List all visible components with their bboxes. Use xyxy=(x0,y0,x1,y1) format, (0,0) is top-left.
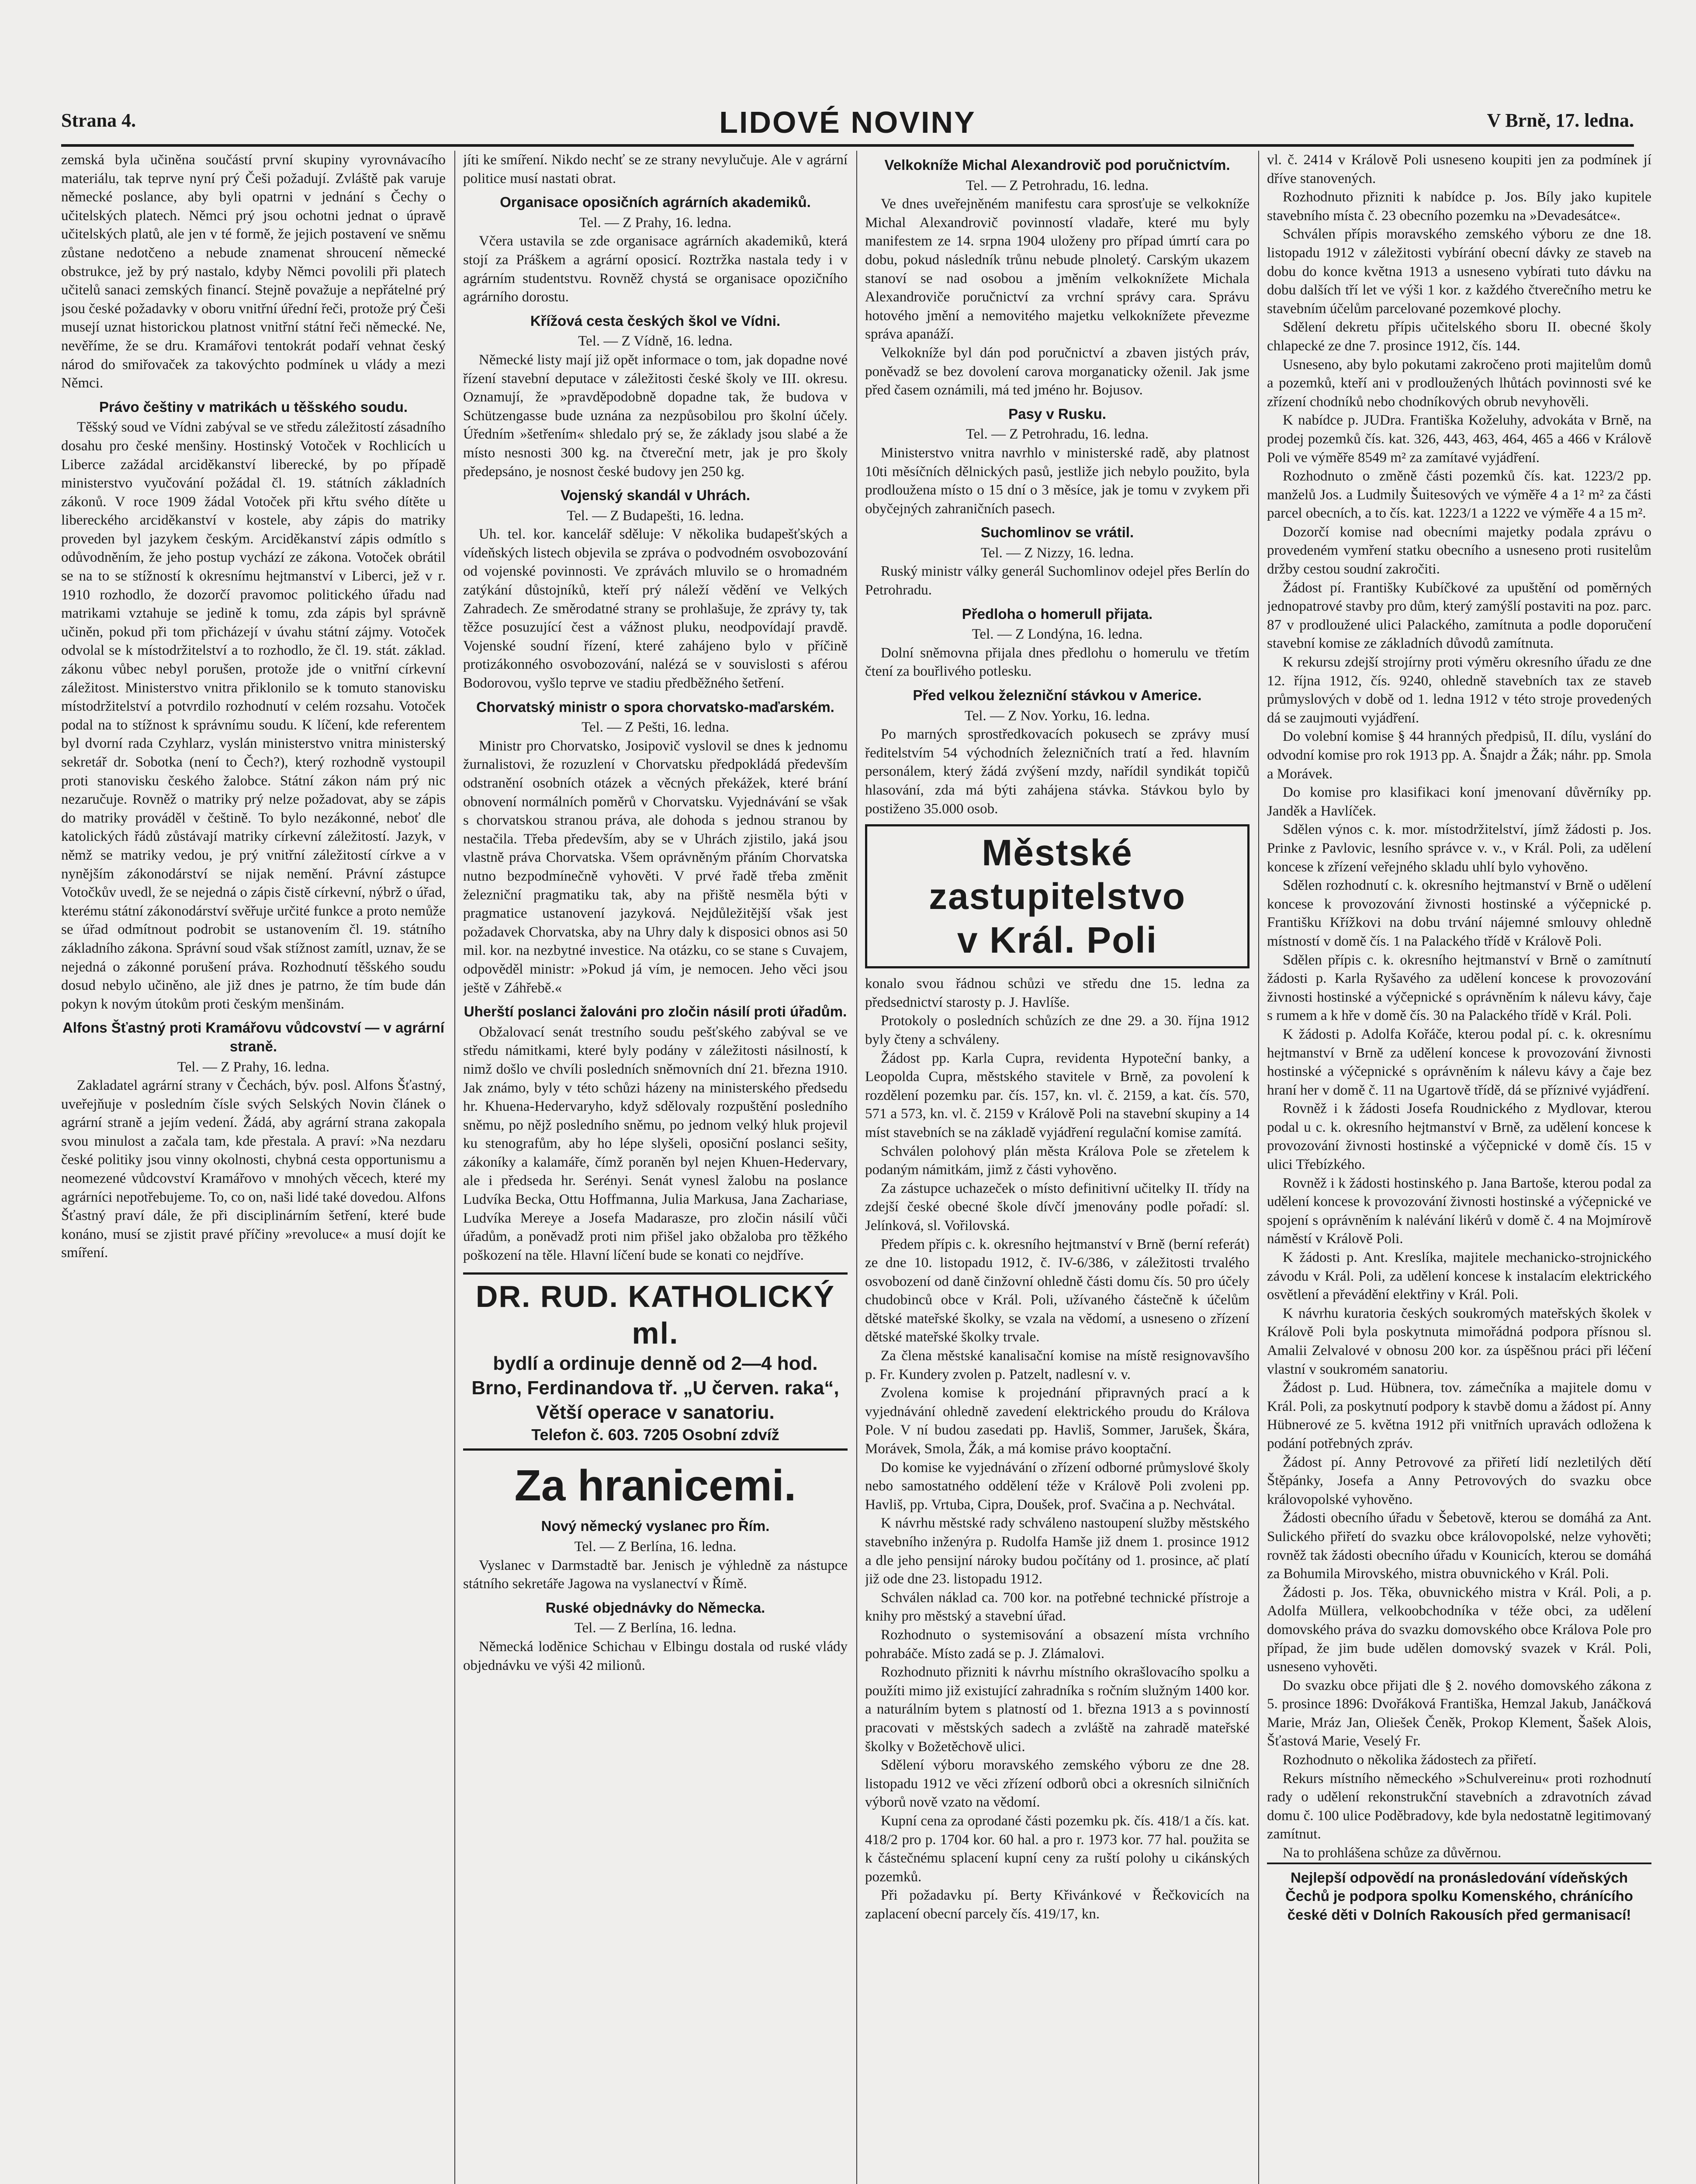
dateline: Tel. — Z Nizzy, 16. ledna. xyxy=(980,545,1134,561)
article-paragraph: Při požadavku pí. Berty Křivánkové v Řečkovicích na zaplacení obecní parcely čís. 419/17, kn. xyxy=(865,1887,1250,1922)
column-divider xyxy=(856,151,857,2184)
article-paragraph: Ministr pro Chorvatsko, Josipovič vyslovil se dnes k jednomu žurnalistovi, že rozuzlení v Chorvatsku předpokládá především odstranění osobních otázek a věcných překážek, které brání obnovení normálních poměrů v Chorvatsku. Vyjednávání se však s chorvatskou stranou práva, ale dohoda s jednou stranou by nestačila. Třeba především, aby se v Uhrách zjistilo, jaká jsou vlastně práva Chorvatska. Všem oprávněným přáním Chorvatska nutno bezpodmínečně vyhověti. V prvé řadě třeba změnit železniční pragmatiku tak, aby na přiště nesměla býti v pragmatice ustanovení jazyková. Nejdůležitější však jest požadavek Chorvatska, aby na Uhry daly k disposici obnos asi 50 mil. kor. na nezbytné investice. Na otázku, co se stane s Cuvajem, odpověděl ministr: »Pokud já vím, je nemocen. Jeho věci jsou ještě v Záhřebě.« xyxy=(463,738,848,996)
article-paragraph: Německá loděnice Schichau v Elbingu dostala od ruské vlády objednávku ve výši 42 milionů. xyxy=(463,1639,848,1673)
advertisement xyxy=(463,1272,848,1451)
article-paragraph: Rozhodnuto přizniti k nabídce p. Jos. Bíly jako kupitele stavebního místa č. 23 obecního pozemku na »Devadesátce«. xyxy=(1267,189,1651,224)
article-paragraph: Rovněž i k žádosti Josefa Roudnického z Mydlovar, kterou podal u c. k. okresního hejtmanství v Brně, za udělení koncese k provozování živnosti hostinské a výčepnické v domě čís. 15 v ulici Třebízkého. xyxy=(1267,1101,1651,1173)
article-paragraph: Těšský soud ve Vídni zabýval se ve středu záležitostí zásadního dosahu pro české menšiny. Hostinský Votoček v Rochlicích u Liberce zažádal arciděkanství liberecké, by po případě ministerstvo vyučování požádal čl. 19. státních základních zákonů. V roce 1909 žádal Votoček při křtu svého dítěte u libereckého arciděkanství v kostele, aby zápis do matriky proveden byl jazykem českým. Arciděkanství zápis odmítlo s odůvodněním, že jeho postup vychází ze zákona. Votoček obrátil se na to se stížností k okresnímu hejtmanství v Liberci, jež v r. 1910 rozhodlo, že dozorčí pravomoc politického úřadu nad matrikami vztahuje se jedině k tomu, zda zápis byl správně učiněn, pokud při tom přicházejí v úvahu státní zájmy. Votoček odvolal se k místodržitelství a to rozhodlo, že čl. 19. stát. základ. zákonu vůbec nebyl porušen, protože jde o vnitřní církevní záležitost. Ministerstvo vnitra přiklonilo se k tomuto stanovisku místodržitelství a potvrdilo rozhodnutí v celém rozsahu. Votoček podal na to stížnost k správnímu soudu. K líčení, kde referentem byl dvorní rada Czyhlarz, vyslán ministerstvo vnitra ministerský sekretář dr. Sobotka (není to Čech?), který rozhodně vystoupil proti stanovisku českého žalobce. Státní zákon nám prý nic nezaručuje. Rovněž o matriky prý nelze požadovat, aby se zápis do matriky prováděl v češtině. To bylo nezákonné, neboť dle katolických řádů zůstávají matriky církevní záležitostí. Jazyk, v němž se matriky vedou, je prý vnitřní záležitostí církve a v nynějším zákonodárství se nijak nemění. Právní zástupce Votočkův uvedl, že se nejedná o zápis čistě církevní, nýbrž o úřad, kterému státní zákonodárství svěřuje určité funkce a proto nemůže se úřad odmítnout podrobit se ustanovením čl. 19. státního základního zákona. Správní soud však stížnost zamítl, uznav, že se nejedná o zákonné porušení práva. Rozhodnutí těšského soudu dosud nebylo učiněno, ale již dnes je patrno, že tím bude dán pokyn k novým útokům proti českým menšinám. xyxy=(61,419,446,1012)
article-paragraph: Schválen polohový plán města Králova Pole se zřetelem k podaným námitkám, jimž z části vyhověno. xyxy=(865,1143,1250,1178)
article-paragraph: K návrhu městské rady schváleno nastoupení služby městského stavebního inženýra p. Rudolfa Hamše již dnem 1. prosince 1912 a dle jeho pensijní nároky budou počítány od 1. prosince, ač platí již ode dne 23. listopadu 1912. xyxy=(865,1515,1250,1587)
article-paragraph: K nabídce p. JUDra. Františka Koželuhy, advokáta v Brně, na prodej pozemků čís. kat. 326, 443, 463, 464, 465 a 466 v Králově Poli ve výměře 8549 m² za zamítavé vyjádření. xyxy=(1267,412,1651,466)
page-number: Strana 4. xyxy=(61,110,136,131)
dateline: Tel. — Z Petrohradu, 16. ledna. xyxy=(966,426,1149,442)
article-paragraph: Německé listy mají již opět informace o tom, jak dopadne nové řízení stavební deputace v záležitosti české školy ve III. okresu. Oznamují, že »pravděpodobně dopadne tak, že budova v Schützengasse bude uznána za nezpůsobilou pro školní účely. Úředním »šetřením« shledalo prý se, že základy jsou slabé a že místo nesnosti 300 kg. na čtvereční metr, jak je pro školy předepsáno, je nosnost české budovy jen 250 kg. xyxy=(463,352,848,480)
article-paragraph: Do komise ke vyjednávání o zřízení odborné průmyslové školy nebo samostatného oddělení téže v Králově Poli zvoleni pp. Havliš, pp. Vrtuba, Cipra, Doušek, prof. Svačina a p. Nechvátal. xyxy=(865,1459,1250,1513)
article-paragraph: Žádosti p. Jos. Těka, obuvnického mistra v Král. Poli, a p. Adolfa Müllera, velkoobchodníka v téže obci, za udělení domovského práva do svazku domovského obce Králova Pole pro případ, že jim bude udělen domovský svazek v Král. Poli, usneseno vyhověti. xyxy=(1267,1584,1651,1675)
article-paragraph: Sdělení dekretu přípis učitelského sboru II. obecné školy chlapecké ze dne 7. prosince 1912, čís. 144. xyxy=(1267,319,1651,354)
article-paragraph: Předem přípis c. k. okresního hejtmanství v Brně (berní referát) ze dne 10. listopadu 1912, č. IV-6/386, v záležitosti trvalého osvobození od daně činžovní ohledně části domu čís. 50 pro účely chudobinců obce v Král. Poli, užívaného částečně k účelům dětské mateřské školky, se vzala na vědomí, a usneseno o zřízení dětské mateřské školky trvale. xyxy=(865,1236,1250,1345)
article-paragraph: Usneseno, aby bylo pokutami zakročeno proti majitelům domů a pozemků, kteří ani v prodloužených lhůtách povinnosti své ke zřízení chodníků nebo chodníkových obrub nevyhověli. xyxy=(1267,356,1651,410)
article-paragraph: Velkokníže byl dán pod poručnictví a zbaven jistých práv, poněvadž se bez dovolení carova morganaticky oženil. Jak jsme před časem oznámili, má ted jméno hr. Bojusov. xyxy=(865,345,1250,398)
article-headline: Velkokníže Michal Alexandrovič pod poručnictvím. xyxy=(884,157,1230,173)
banner-line-1: Městské zastupitelstvo xyxy=(928,832,1186,917)
article-headline: Právo češtiny v matrikách u těšského soudu. xyxy=(99,398,408,415)
article-paragraph: vl. č. 2414 v Králově Poli usneseno koupiti jen za podmínek jí dříve stanovených. xyxy=(1267,152,1651,187)
article-paragraph: Rekurs místního německého »Schulvereinu« proti rozhodnutí rady o udělení rekonstrukční stavebních a zdravotních závad domu č. 100 ulice Poděbradovy, kde byla nedostatně legitimovaný zamítnut. xyxy=(1267,1770,1651,1842)
article-paragraph: Sdělen přípis c. k. okresního hejtmanství v Brně o zamítnutí žádosti p. Karla Ryšavého za udělení koncese k provozování živnosti hostinské a výčepnické s oprávněním k nálevu kávy, čaje s rumem a k hře v domě čís. 30 na Palackého třídě v Král. Poli. xyxy=(1267,952,1651,1024)
article-paragraph: Ruský ministr války generál Suchomlinov odejel přes Berlín do Petrohradu. xyxy=(865,563,1250,598)
article-paragraph: Vyslanec v Darmstadtě bar. Jenisch je výhledně za nástupce státního sekretáře Jagowa na vyslanectví v Římě. xyxy=(463,1557,848,1592)
article-headline: Křížová cesta českých škol ve Vídni. xyxy=(530,312,781,329)
banner-line-2: v Král. Poli xyxy=(957,919,1158,961)
ad-hours: bydlí a ordinuje denně od 2—4 hod. xyxy=(493,1353,818,1375)
article-paragraph: K rekursu zdejší strojírny proti výměru okresního úřadu ze dne 12. října 1912, čís. 9240, ohledně stavebních tax ze staveb průmyslových v době od 1. ledna 1912 v této stroje provedených dá se zaujmouti vyjádření. xyxy=(1267,654,1651,726)
article-paragraph: Za člena městské kanalisační komise na místě resignovavšího p. Fr. Kundery zvolen p. Patzelt, nadlesní v. v. xyxy=(865,1348,1250,1382)
article-paragraph: Žádost pí. Františky Kubíčkové za upuštění od poměrných jednopatrové stavby pro dům, který zamýšlí postaviti na poz. parc. 87 v prodloužené ulici Palackého, zamítnuta a podle doporučení stavební komise ze základních důvodů zamítnuta. xyxy=(1267,580,1651,652)
article-paragraph: Po marných sprostředkovacích pokusech se zprávy musí ředitelstvím 54 východních železničních tratí a řed. hlavním personálem, který žádá zvýšení mzdy, nařídil syndikát topičů hlasování, zda má býti zahájena stávka. Stávkou bylo by postiženo 35.000 osob. xyxy=(865,726,1250,817)
section-heading: Za hranicemi. xyxy=(514,1461,796,1510)
dateline: Tel. — Z Petrohradu, 16. ledna. xyxy=(966,177,1149,194)
article-paragraph: Rozhodnuto přizniti k návrhu místního okrašlovacího spolku a použíti mimo již existující zahradníka s ročním služným 1400 kor. a naturálním bytem s platností od 1. března 1913 a s povinností pracovati v městských sadech a zvláště na zahradě mateřské školky v Božetěchově ulici. xyxy=(865,1664,1250,1755)
article-paragraph: Schválen náklad ca. 700 kor. na potřebné technické přístroje a knihy pro městský a stavební úřad. xyxy=(865,1590,1250,1624)
ad-address: Brno, Ferdinandova tř. „U červen. raka“, xyxy=(471,1377,839,1399)
column-4 xyxy=(1267,151,1651,2184)
article-paragraph: Včera ustavila se zde organisace agrárních akademiků, která stojí za Práškem a agrární oposicí. Roztržka nastala tedy i v agrárním studentstvu. Rovněž chystá se organisace opozičního agrárního dorostu. xyxy=(463,233,848,305)
article-paragraph: Do volební komise § 44 hranných předpisů, II. dílu, vyslání do odvodní komise pro rok 1913 pp. A. Šnajdr a Žák; náhr. pp. Smola a Morávek. xyxy=(1267,729,1651,782)
article-headline: Předloha o homerull přijata. xyxy=(962,605,1153,622)
article-paragraph: Schválen přípis moravského zemského výboru ze dne 18. listopadu 1912 v záležitosti vybírání obecní dávky ze staveb na dobu do konce května 1913 a usneseno vybírati tuto dávku na dobu dalších tří let ve výši 1 kor. z každého čtverečního metru ke stavebním účelům parcelované pozemkové plochy. xyxy=(1267,226,1651,317)
issue-date: V Brně, 17. ledna. xyxy=(1487,110,1634,131)
article-paragraph: Za zástupce uchazeček o místo definitivní učitelky II. třídy na zdejší české obecné škole dívčí jmenovány podle pořadí: sl. Jelínková, sl. Vořilovská. xyxy=(865,1180,1250,1234)
article-paragraph: K žádosti p. Ant. Kreslíka, majitele mechanicko-strojnického závodu v Král. Poli, za udělení koncese k instalacím elektrického osvětlení a převádění elektřiny v Král. Poli. xyxy=(1267,1250,1651,1303)
article-headline: Nový německý vyslanec pro Řím. xyxy=(541,1518,770,1534)
closing-appeal: Nejlepší odpovědí na pronásledování vídeňských Čechů je podpora spolku Komenského, chránícího české děti v Dolních Rakousích před germanisací! xyxy=(1267,1863,1651,1925)
article-paragraph: Žádosti obecního úřadu v Šebetově, kterou se domáhá za Ant. Sulického přiřetí do svazku obce královopolské, nelze vyhověti; rovněž tak žádosti obecního úřadu v Kounicích, kterou se domáhá za Bohumila Mirovského, mistra obuvnického v Král. Poli. xyxy=(1267,1510,1651,1582)
article-headline: Organisace oposičních agrárních akademiků. xyxy=(500,194,811,211)
article-paragraph: Obžalovací senát trestního soudu pešťského zabýval se ve středu námitkami, které byly podány v záležitosti násilností, k nimž došlo ve chvíli posledních sněmovních dní 21. března 1910. Jak známo, byly v této schůzi házeny na ministerského předsedu hr. Khuena-Hedervaryho, když sdělovaly rozpuštění posledního sněmu, po nějž posledního sněmu, po jednom velký hluk projevil ku stenografům, aby ho lépe slyšeli, oposiční poslanci sešity, zákoníky a kalamáře, čímž poraněn byl nejen Khuen-Hedervary, ale i předseda hr. Serényi. Senát vynesl žalobu na poslance Ludvíka Becka, Ottu Hoffmanna, Julia Markusa, Jana Zachariase, Ludvíka Mereye a Josefa Madarasze, pro zločin násilí vůči úřadům, a poněvadž proti nim přišel jako obžaloba pro těžkého poškození na těle. Hlavní líčení bude se konati co nejdříve. xyxy=(463,1024,848,1263)
article-paragraph: Zvolena komise k projednání připravných prací a k vyjednávání ohledně zavedení elektrického proudu do Králova Pole. V ní budou zasedati pp. Havliš, Sommer, Jarušek, Škára, Morávek, Smola, Žák, a má komise právo kooptační. xyxy=(865,1385,1250,1457)
ad-doctor-name: DR. RUD. KATHOLICKÝ ml. xyxy=(475,1279,835,1351)
ad-telephone: Telefon č. 603. 7205 Osobní zdvíž xyxy=(531,1426,779,1444)
article-paragraph: konalo svou řádnou schůzi ve středu dne 15. ledna za předsednictví starosty p. J. Havlíše. xyxy=(865,976,1250,1010)
article-paragraph: Ve dnes uveřejněném manifestu cara sprosťuje se velkokníže Michal Alexandrovič povinností vladaře, které mu byly manifestem ze 14. srpna 1904 uloženy pro případ úmrtí cara po dobu, pokud následník trůnu nebude plnoletý. Carským ukazem stanoví se nad osobou a jměním velkoknížete Michala Alexandroviče poručnictví za vrchní správy cara. Správu hotového jmění a nemovitého majetku velkoknížete převezme správa apanáží. xyxy=(865,196,1250,342)
article-paragraph: Žádost pp. Karla Cupra, revidenta Hypoteční banky, a Leopolda Cupra, městského stavitele v Brně, za povolení k rozdělení pozemku par. čís. 157, kn. vl. č. 2159, a kat. čís. 570, 571 a 573, kn. vl. č. 2159 v Králově Poli na stavební skupiny a 14 míst stavebních se na základě vyjádření regulační komise zamítá. xyxy=(865,1050,1250,1140)
column-1 xyxy=(61,151,446,2184)
article-paragraph: Protokoly o posledních schůzích ze dne 29. a 30. října 1912 byly čteny a schváleny. xyxy=(865,1013,1250,1047)
article-paragraph: Kupní cena za oprodané části pozemku pk. čís. 418/1 a čís. kat. 418/2 pro p. 1704 kor. 60 hal. a pro r. 1973 kor. 77 hal. použita se k částečnému splacení kupní ceny za ruští polohy u cikánských pozemků. xyxy=(865,1813,1250,1885)
article-paragraph: zemská byla učiněna součástí první skupiny vyrovnávacího materiálu, tak teprve nyní prý Češi požadují. Zvláště pak varuje německé poslance, aby byli opatrni v jednání s Čechy o učitelských platech. Němci prý jsou ochotni jednat o úpravě učitelských platů, ale jen v té formě, že jejich postavení ve sněmu zůstane nedotčeno a nebude znamenat shroucení německé obstrukce, jež by prý nastalo, kdyby Němci povolili při platech učitelů sanaci zemských financí. Stejně považuje a nepřátelné prý jsou české požadavky v oboru vnitřní úřední řeči, protože prý Češi musejí uznat historickou platnost vnitřní státní řeči německé. Ne, nevěříme, že se dru. Kramářovi tentokrát podaří vehnat český národ do smiřovaček za takovýchto podmínek u vlády a mezi Němci. xyxy=(61,152,446,391)
column-divider xyxy=(1258,151,1259,2184)
article-paragraph: K návrhu kuratoria českých soukromých mateřských školek v Králově Poli byla poskytnuta mimořádná podpora přísnou sl. Amalii Zelvalové v obnosu 200 kor. za úspěšnou práci při léčení vlastní v soukromém sanatoriu. xyxy=(1267,1305,1651,1377)
masthead xyxy=(61,105,1634,147)
article-headline: Vojenský skandál v Uhrách. xyxy=(560,487,751,504)
column-3 xyxy=(865,151,1250,2184)
article-paragraph: Rozhodnuto o několika žádostech za přiřetí. xyxy=(1283,1752,1537,1768)
article-paragraph: Zakladatel agrární strany v Čechách, býv. posl. Alfons Šťastný, uveřejňuje v posledním čísle svých Selských Novin článek o agrární straně a jejím vedení. Žádá, aby agrární strana zakopala svou minulost a začala tam, kde přestala. A praví: »Na nezdaru české politiky jsou vinny okolnosti, chybná cesta opportunismu a neomezené vůdcovství Kramářovo v mnohých věcech, které my agrárníci nepotřebujeme. To, co on, naši lidé také dovedou. Alfons Šťastný praví dále, že při disciplinárním šetření, které bude konáno, musí se zjistit pravé příčiny »revoluce« a musí dojít ke smíření. xyxy=(61,1078,446,1261)
article-paragraph: Sdělen výnos c. k. mor. místodržitelství, jímž žádosti p. Jos. Prinke z Pavlovic, lesního správce v. v., v Král. Poli, za udělení koncese k zřízení veřejného skladu uhlí bylo vyhověno. xyxy=(1267,822,1651,875)
article-paragraph: K žádosti p. Adolfa Kořáče, kterou podal pí. c. k. okresnímu hejtmanství v Brně za udělení koncese k provozování živnosti hostinské a výčepnické s oprávněním k nálevu kávy a čaje bez hraní her v domě č. 11 na Ugartově třídě, dá se příznivé vyjádření. xyxy=(1267,1026,1651,1098)
article-paragraph: Sdělení výboru moravského zemského výboru ze dne 28. listopadu 1912 ve věci zřízení odborů obci a okresních silničních výborů nově vzato na vědomí. xyxy=(865,1757,1250,1811)
article-headline: Chorvatský ministr o spora chorvatsko-maďarském. xyxy=(476,698,834,715)
article-paragraph: Na to prohlášena schůze za důvěrnou. xyxy=(1283,1845,1502,1861)
article-paragraph: Žádost p. Lud. Hübnera, tov. zámečníka a majitele domu v Král. Poli, za poskytnutí podpory k stavbě domu a žádost pí. Anny Hübnerové ze 5. května 1912 při vnitřních upravách odložena k podání potřebných zpráv. xyxy=(1267,1380,1651,1451)
article-paragraph: Uh. tel. kor. kancelář sděluje: V několika budapešťských a vídeňských listech objevila se zpráva o podvodném osvobozování od vojenské povinnosti. Ve zprávách mluvilo se o hromadném zatýkání důstojníků, kteří prý náleží vědění ve Velkých Zahradech. Ze směrodatné strany se prohlašuje, že zprávy ty, tak těžce posuzující čest a vážnost pluku, neodpovídají pravdě. Vojenské soudní řízení, které zahájeno bylo v příčině protizákonného osvobozování, nalézá se v souvislosti s aférou Bodorovou, vyšlo teprve ve stadiu předběžného šetření. xyxy=(463,526,848,691)
article-headline: Ruské objednávky do Německa. xyxy=(545,1599,765,1616)
article-paragraph: Ministerstvo vnitra navrhlo v ministerské radě, aby platnost 10ti měsíčních dělnických pasů, jestliže jich nebylo použito, byla prodloužena místo o 15 dní o 3 měsíce, jak je tomu v zvykem při obyčejných zahraničních pasech. xyxy=(865,445,1250,517)
dateline: Tel. — Z Prahy, 16. ledna. xyxy=(177,1059,330,1075)
column-divider xyxy=(454,151,455,2184)
article-paragraph: Dolní sněmovna přijala dnes předlohu o homerulu ve třetím čtení za bouřlivého potlesku. xyxy=(865,645,1250,680)
dateline: Tel. — Z Prahy, 16. ledna. xyxy=(579,214,732,231)
dateline: Tel. — Z Nov. Yorku, 16. ledna. xyxy=(964,708,1150,724)
article-paragraph: Dozorčí komise nad obecními majetky podala zprávu o provedeném vymření statku obecního a usneseno proti rusitelům držby cestou soudní zakročiti. xyxy=(1267,524,1651,577)
newspaper-title: LIDOVÉ NOVINY xyxy=(719,105,976,139)
article-paragraph: jíti ke smíření. Nikdo nechť se ze strany nevylučuje. Ale v agrární politice musí nastati obrat. xyxy=(463,152,848,187)
article-headline: Suchomlinov se vrátil. xyxy=(980,524,1134,541)
article-headline: Alfons Šťastný proti Kramářovu vůdcovství — v agrární straně. xyxy=(62,1019,445,1054)
article-headline: Pasy v Rusku. xyxy=(1008,405,1106,422)
article-paragraph: Rovněž i k žádosti hostinského p. Jana Bartoše, kterou podal za udělení koncese k provozování živnosti hostinské a výčepnické ve spojení s oprávněním k nalévání likérů v domě č. 4 na Mojmírově náměstí v Králově Poli. xyxy=(1267,1175,1651,1247)
article-paragraph: Žádost pí. Anny Petrovové za přiřetí lidí nezletilých dětí Štěpánky, Josefa a Anny Petrovových do svazku obce královopolské vyhověno. xyxy=(1267,1454,1651,1507)
article-paragraph: Rozhodnuto o změně části pozemků čís. kat. 1223/2 pp. manželů Jos. a Ludmily Šuitesových ve výměře 4 a 1² m² za části parcel obecních, a to čís. kat. 1223/1 a 1222 ve výměře 4 a 15 m². xyxy=(1267,468,1651,522)
column-2 xyxy=(463,151,848,2184)
dateline: Tel. — Z Vídně, 16. ledna. xyxy=(578,333,733,349)
ad-operations: Větší operace v sanatoriu. xyxy=(536,1402,775,1424)
council-banner xyxy=(865,824,1250,968)
dateline: Tel. — Z Pešti, 16. ledna. xyxy=(581,719,729,736)
article-headline: Před velkou železniční stávkou v Americe. xyxy=(913,687,1202,704)
dateline: Tel. — Z Berlína, 16. ledna. xyxy=(574,1620,737,1636)
article-paragraph: Sdělen rozhodnutí c. k. okresního hejtmanství v Brně o udělení koncese k provozování živnosti hostinské a výčepnické p. Františku Křížkovi na dobu trvání nájemné smlouvy ohledně místností v domě čís. 1 na Palackého třídě v Králově Poli. xyxy=(1267,878,1651,949)
article-paragraph: Do svazku obce přijati dle § 2. nového domovského zákona z 5. prosince 1896: Dvořáková Františka, Hemzal Jakub, Janáčková Marie, Mráz Jan, Oliešek Čeněk, Prokop Klement, Šašek Alois, Šťastová Marie, Veselý Fr. xyxy=(1267,1677,1651,1749)
dateline: Tel. — Z Londýna, 16. ledna. xyxy=(972,626,1143,643)
article-paragraph: Rozhodnuto o systemisování a obsazení místa vrchního pohrabáče. Místo zadá se p. J. Zlámalovi. xyxy=(865,1627,1250,1662)
article-paragraph: Do komise pro klasifikaci koní jmenovaní důvěrníky pp. Janděk a Havlíček. xyxy=(1267,784,1651,819)
article-headline: Uherští poslanci žalováni pro zločin násilí proti úřadům. xyxy=(464,1003,847,1020)
dateline: Tel. — Z Berlína, 16. ledna. xyxy=(574,1539,737,1555)
dateline: Tel. — Z Budapešti, 16. ledna. xyxy=(567,508,744,524)
